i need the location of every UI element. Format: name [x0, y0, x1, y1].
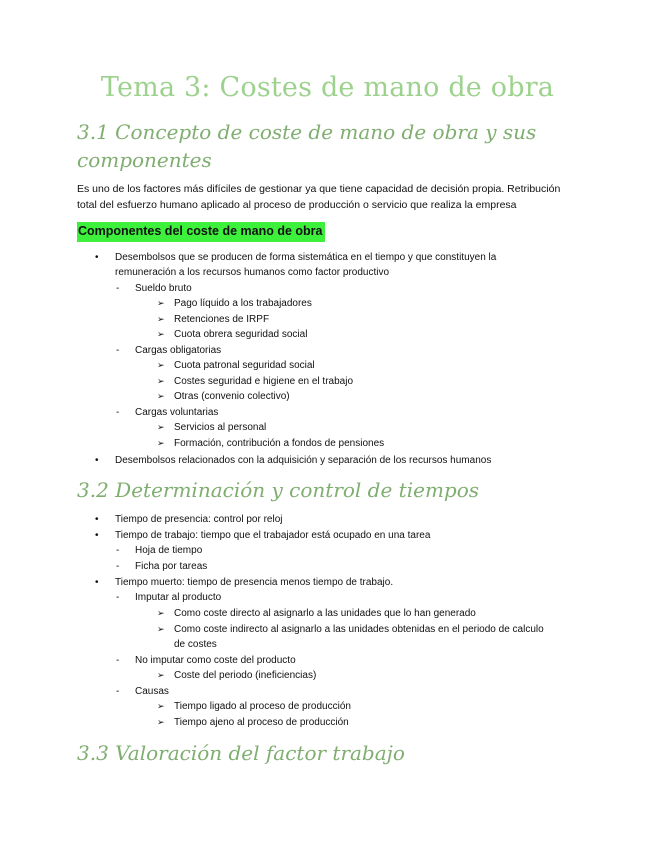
list-item: Costes seguridad e higiene en el trabajo [174, 376, 354, 387]
list-item: Otras (convenio colectivo) [174, 391, 290, 402]
list-item: Cuota patronal seguridad social [174, 360, 315, 371]
section-heading-3-2: 3.2 Determinación y control de tiempos [77, 478, 480, 502]
arrow-bullet-icon: ➢ [157, 438, 165, 448]
list-item: Coste del periodo (ineficiencias) [174, 670, 317, 681]
list-item: No imputar como coste del producto [135, 655, 296, 666]
list-item: Imputar al producto [135, 592, 222, 603]
arrow-bullet-icon: ➢ [157, 701, 165, 711]
bullet-glyph: • [95, 577, 99, 588]
list-item: Retenciones de IRPF [174, 314, 270, 325]
list-item: Ficha por tareas [135, 561, 208, 572]
list-item: Hoja de tiempo [135, 545, 203, 556]
list-item: Como coste indirecto al asignarlo a las unidades obtenidas en el periodo de calculo [174, 624, 544, 635]
list-item: Sueldo bruto [135, 283, 192, 294]
arrow-bullet-icon: ➢ [157, 717, 165, 727]
dash-glyph: - [116, 561, 120, 572]
dash-glyph: - [116, 345, 120, 356]
bullet-glyph: • [95, 514, 99, 525]
dash-glyph: - [116, 283, 120, 294]
bullet-glyph: • [95, 530, 99, 541]
arrow-bullet-icon: ➢ [157, 422, 165, 432]
bullet-glyph: • [95, 455, 99, 466]
dash-glyph: - [116, 686, 120, 697]
list-item: Cargas voluntarias [135, 407, 219, 418]
arrow-bullet-icon: ➢ [157, 608, 165, 618]
dash-glyph: - [116, 407, 120, 418]
paragraph-line: total del esfuerzo humano aplicado al proceso de producción o servicio que realiza la empresa [77, 199, 517, 211]
paragraph-line: Es uno de los factores más difíciles de gestionar ya que tiene capacidad de decisión propia. Retribución [77, 183, 561, 195]
arrow-bullet-icon: ➢ [157, 298, 165, 308]
arrow-bullet-icon: ➢ [157, 360, 165, 370]
highlighted-subheading: Componentes del coste de mano de obra [77, 222, 325, 242]
section-heading-3-3: 3.3 Valoración del factor trabajo [77, 741, 405, 765]
list-item: Tiempo de presencia: control por reloj [115, 514, 283, 525]
arrow-bullet-icon: ➢ [157, 329, 165, 339]
arrow-bullet-icon: ➢ [157, 670, 165, 680]
list-item: Desembolsos relacionados con la adquisición y separación de los recursos humanos [115, 455, 492, 466]
arrow-bullet-icon: ➢ [157, 314, 165, 324]
list-item: Tiempo muerto: tiempo de presencia menos tiempo de trabajo. [115, 577, 394, 588]
list-item: Tiempo de trabajo: tiempo que el trabajador está ocupado en una tarea [115, 530, 431, 541]
arrow-bullet-icon: ➢ [157, 376, 165, 386]
list-item: Formación, contribución a fondos de pensiones [174, 438, 385, 449]
list-item: Pago líquido a los trabajadores [174, 298, 312, 309]
list-item-continuation: remuneración a los recursos humanos como factor productivo [115, 267, 390, 278]
document-title: Tema 3: Costes de mano de obra [100, 72, 555, 103]
dash-glyph: - [116, 655, 120, 666]
section-heading-3-1 [77, 118, 547, 174]
dash-glyph: - [116, 592, 120, 603]
arrow-bullet-icon: ➢ [157, 391, 165, 401]
list-item: Desembolsos que se producen de forma sistemática en el tiempo y que constituyen la [115, 252, 497, 263]
list-item-continuation: de costes [174, 639, 217, 650]
list-item: Tiempo ajeno al proceso de producción [174, 717, 349, 728]
intro-paragraph [77, 181, 577, 213]
list-item: Servicios al personal [174, 422, 267, 433]
list-item: Cargas obligatorias [135, 345, 222, 356]
list-item: Como coste directo al asignarlo a las unidades que lo han generado [174, 608, 476, 619]
list-item: Cuota obrera seguridad social [174, 329, 308, 340]
section-heading-line: componentes [77, 148, 212, 172]
list-item: Causas [135, 686, 169, 697]
list-item: Tiempo ligado al proceso de producción [174, 701, 351, 712]
arrow-bullet-icon: ➢ [157, 624, 165, 634]
dash-glyph: - [116, 545, 120, 556]
bullet-glyph: • [95, 252, 99, 263]
section-heading-line: 3.1 Concepto de coste de mano de obra y sus [77, 120, 537, 144]
